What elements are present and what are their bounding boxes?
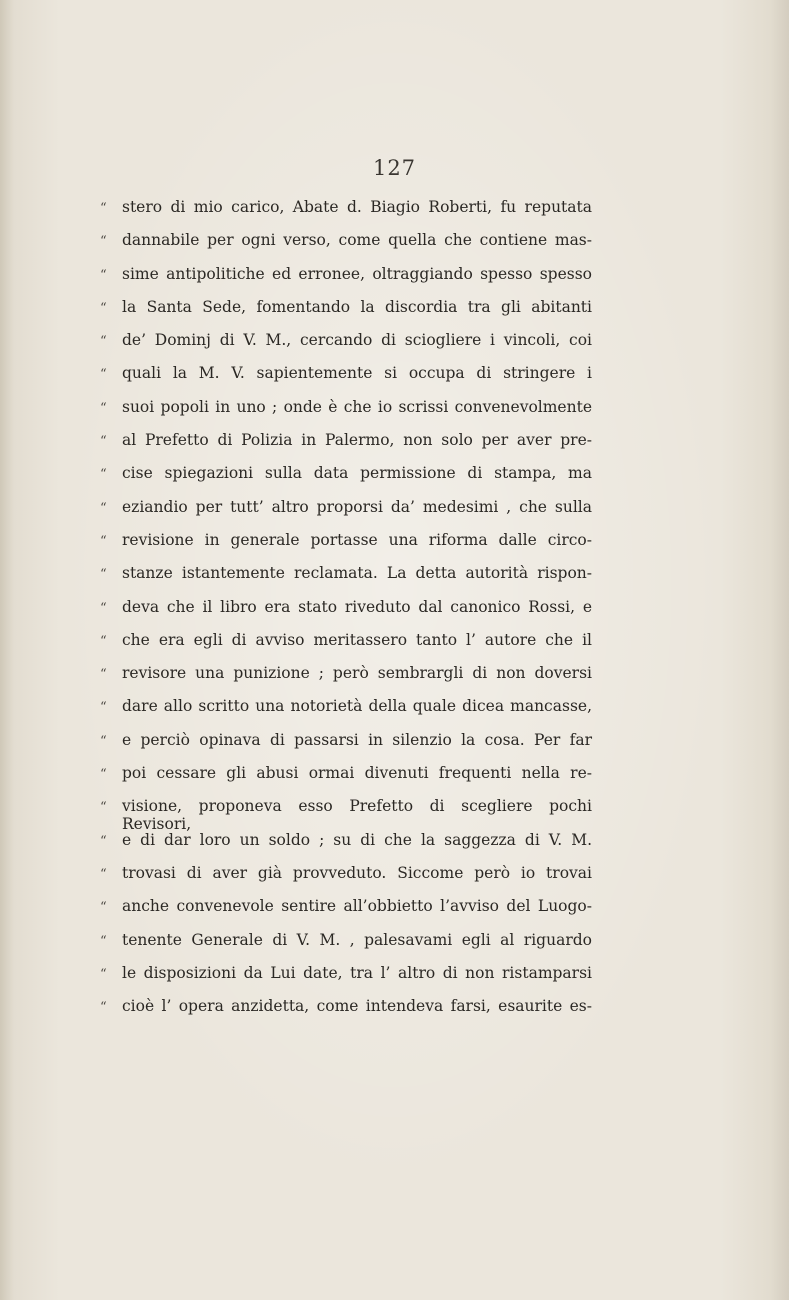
line-text: anche convenevole sentire all’obbietto l’avviso del Luogo- — [122, 897, 592, 916]
line-text: poi cessare gli abusi ormai divenuti frequenti nella re- — [122, 764, 592, 783]
text-line — [100, 331, 592, 364]
text-line — [100, 598, 592, 631]
quotation-mark: “ — [100, 533, 107, 549]
line-text: revisione in generale portasse una riforma dalle circo- — [122, 530, 592, 549]
line-text: cioè l’ opera anzidetta, come intendeva farsi, esaurite es- — [122, 997, 592, 1016]
page-number: 127 — [372, 156, 417, 180]
line-text: quali la M. V. sapientemente si occupa di stringere i — [122, 364, 592, 383]
quotation-mark: “ — [100, 667, 107, 683]
quotation-mark: “ — [100, 234, 107, 250]
text-line — [100, 697, 592, 730]
text-line — [100, 931, 592, 964]
quotation-mark: “ — [100, 400, 107, 416]
line-text: che era egli di avviso meritassero tanto l’ autore che il — [122, 630, 592, 649]
text-line — [100, 265, 592, 298]
line-text: de’ Dominj di V. M., cercando di sciogliere i vincoli, coi — [122, 331, 592, 350]
line-text: e di dar loro un soldo ; su di che la saggezza di V. M. — [122, 830, 592, 849]
text-line — [100, 431, 592, 464]
quotation-mark: “ — [100, 600, 107, 616]
text-line — [100, 498, 592, 531]
quotation-mark: “ — [100, 866, 107, 882]
text-line — [100, 964, 592, 997]
quotation-mark: “ — [100, 434, 107, 450]
line-text: sime antipolitiche ed erronee, oltraggiando spesso spesso — [122, 264, 592, 283]
text-line — [100, 464, 592, 497]
text-line — [100, 198, 592, 231]
quotation-mark: “ — [100, 933, 107, 949]
text-line — [100, 764, 592, 797]
line-text: tenente Generale di V. M. , palesavami egli al riguardo — [122, 930, 592, 949]
quotation-mark: “ — [100, 300, 107, 316]
line-text: stero di mio carico, Abate d. Biagio Roberti, fu reputata — [122, 198, 592, 216]
text-line — [100, 531, 592, 564]
text-block — [100, 198, 592, 1030]
quotation-mark: “ — [100, 833, 107, 849]
text-line — [100, 631, 592, 664]
text-line — [100, 997, 592, 1030]
quotation-mark: “ — [100, 267, 107, 283]
text-line — [100, 298, 592, 331]
line-text: cise spiegazioni sulla data permissione di stampa, ma — [122, 464, 592, 483]
line-text: visione, proponeva esso Prefetto di scegliere pochi Revisori, — [122, 797, 592, 834]
text-line — [100, 364, 592, 397]
line-text: dare allo scritto una notorietà della quale dicea mancasse, — [122, 697, 592, 716]
line-text: le disposizioni da Lui date, tra l’ altro di non ristamparsi — [122, 963, 592, 982]
line-text: suoi popoli in uno ; onde è che io scrissi convenevolmente — [122, 397, 592, 416]
quotation-mark: “ — [100, 733, 107, 749]
quotation-mark: “ — [100, 201, 107, 216]
quotation-mark: “ — [100, 567, 107, 583]
quotation-mark: “ — [100, 467, 107, 483]
line-text: al Prefetto di Polizia in Palermo, non solo per aver pre- — [122, 431, 592, 450]
quotation-mark: “ — [100, 800, 107, 816]
quotation-mark: “ — [100, 1000, 107, 1016]
line-text: deva che il libro era stato riveduto dal canonico Rossi, e — [122, 597, 592, 616]
quotation-mark: “ — [100, 633, 107, 649]
line-text: revisore una punizione ; però sembrargli di non doversi — [122, 664, 592, 683]
text-line — [100, 731, 592, 764]
quotation-mark: “ — [100, 334, 107, 350]
text-line — [100, 864, 592, 897]
line-text: la Santa Sede, fomentando la discordia tra gli abitanti — [122, 297, 592, 316]
text-line — [100, 664, 592, 697]
line-text: stanze istantemente reclamata. La detta autorità rispon- — [122, 564, 592, 583]
text-line — [100, 831, 592, 864]
text-line — [100, 564, 592, 597]
quotation-mark: “ — [100, 700, 107, 716]
text-line — [100, 897, 592, 930]
quotation-mark: “ — [100, 966, 107, 982]
line-text: dannabile per ogni verso, come quella che contiene mas- — [122, 231, 592, 250]
quotation-mark: “ — [100, 500, 107, 516]
line-text: trovasi di aver già provveduto. Siccome però io trovai — [122, 863, 592, 882]
text-line — [100, 797, 592, 834]
text-line — [100, 231, 592, 264]
text-line — [100, 398, 592, 431]
quotation-mark: “ — [100, 367, 107, 383]
line-text: eziandio per tutt’ altro proporsi da’ medesimi , che sulla — [122, 497, 592, 516]
quotation-mark: “ — [100, 900, 107, 916]
quotation-mark: “ — [100, 767, 107, 783]
line-text: e perciò opinava di passarsi in silenzio la cosa. Per far — [122, 730, 592, 749]
